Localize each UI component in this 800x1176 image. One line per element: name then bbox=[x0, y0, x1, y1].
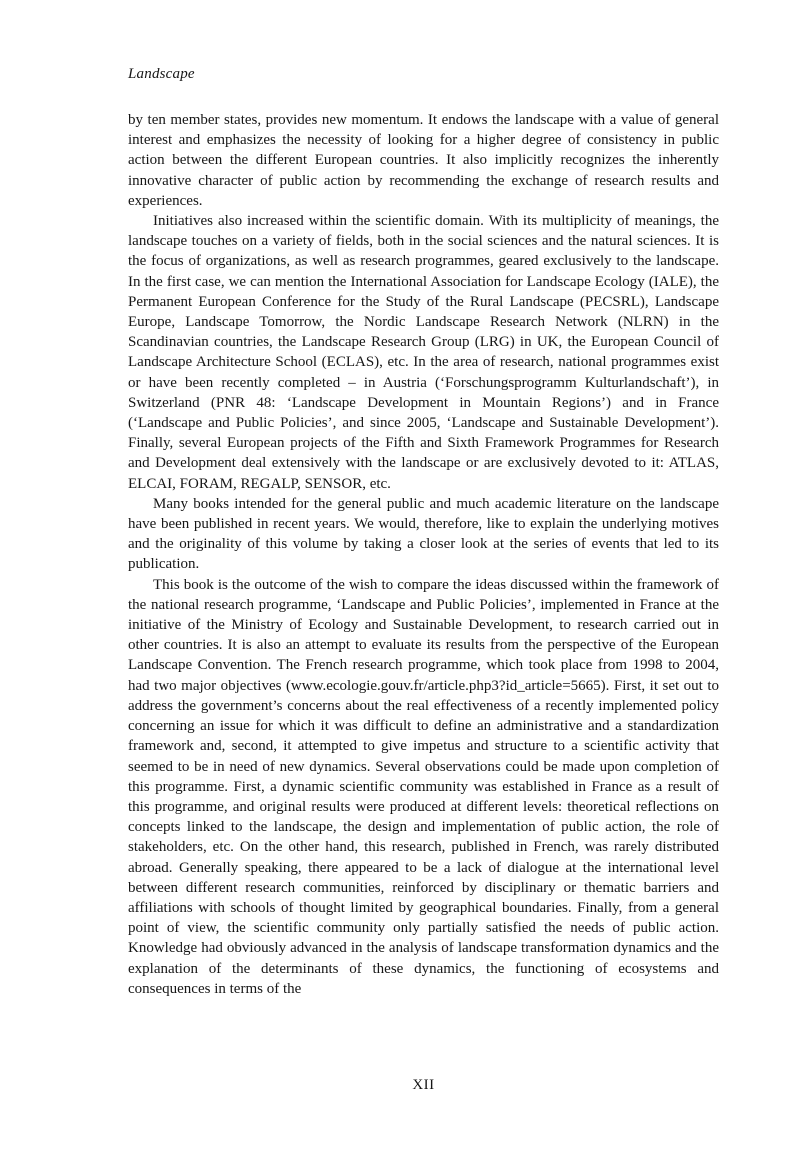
body-paragraph: by ten member states, provides new momentum. It endows the landscape with a value of general interest and emphasizes the necessity of looking for a higher degree of consistency in public action between the different European countries. It also implicitly recognizes the inherently innovative character of public action by recommending the exchange of research results and experiences. bbox=[128, 112, 719, 209]
body-paragraph: Many books intended for the general public and much academic literature on the landscape have been published in recent years. We would, therefore, like to explain the underlying motives and the originality of this volume by taking a closer look at the series of events that led to its publication. bbox=[128, 495, 719, 573]
body-text-block bbox=[128, 110, 719, 999]
body-paragraph: Initiatives also increased within the scientific domain. With its multiplicity of meanings, the landscape touches on a variety of fields, both in the social sciences and the natural sciences. It is the focus of organizations, as well as research programmes, geared exclusively to the landscape. In the first case, we can mention the International Association for Landscape Ecology (IALE), the Permanent European Conference for the Study of the Rural Landscape (PECSRL), Landscape Europe, Landscape Tomorrow, the Nordic Landscape Research Network (NLRN) in the Scandinavian countries, the Landscape Research Group (LRG) in UK, the European Council of Landscape Architecture School (ECLAS), etc. In the area of research, national programmes exist or have been recently completed – in Austria (‘Forschungsprogramm Kulturlandschaft’), in Switzerland (PNR 48: ‘Landscape Development in Mountain Regions’) and in France (‘Landscape and Public Policies’, and since 2005, ‘Landscape and Sustainable Development’). Finally, several European projects of the Fifth and Sixth Framework Programmes for Research and Development deal extensively with the landscape or are exclusively devoted to it: ATLAS, ELCAI, FORAM, REGALP, SENSOR, etc. bbox=[128, 213, 719, 492]
running-header: Landscape bbox=[128, 66, 195, 82]
body-paragraph: This book is the outcome of the wish to compare the ideas discussed within the framework of the national research programme, ‘Landscape and Public Policies’, implemented in France at the initiative of the Ministry of Ecology and Sustainable Development, to research carried out in other countries. It is also an attempt to evaluate its results from the perspective of the European Landscape Convention. The French research programme, which took place from 1998 to 2004, had two major objectives (www.ecologie.gouv.fr/article.php3?id_article=5665). First, it set out to address the government’s concerns about the real effectiveness of a recently implemented policy concerning an issue for which it was difficult to define an administrative and a standardization framework and, second, it attempted to give impetus and structure to a scientific activity that seemed to be in need of new dynamics. Several observations could be made upon completion of this programme. First, a dynamic scientific community was established in France as a result of this programme, and original results were produced at different levels: theoretical reflections on concepts linked to the landscape, the design and implementation of public action, the role of stakeholders, etc. On the other hand, this research, published in French, was rarely distributed abroad. Generally speaking, there appeared to be a lack of dialogue at the international level between different research communities, reinforced by disciplinary or thematic barriers and affiliations with schools of thought limited by geographical boundaries. Finally, from a general point of view, the scientific community only partially satisfied the needs of public action. Knowledge had obviously advanced in the analysis of landscape transformation dynamics and the explanation of the determinants of these dynamics, the functioning of ecosystems and consequences in terms of the bbox=[128, 576, 719, 997]
page-number: XII bbox=[412, 1077, 435, 1093]
